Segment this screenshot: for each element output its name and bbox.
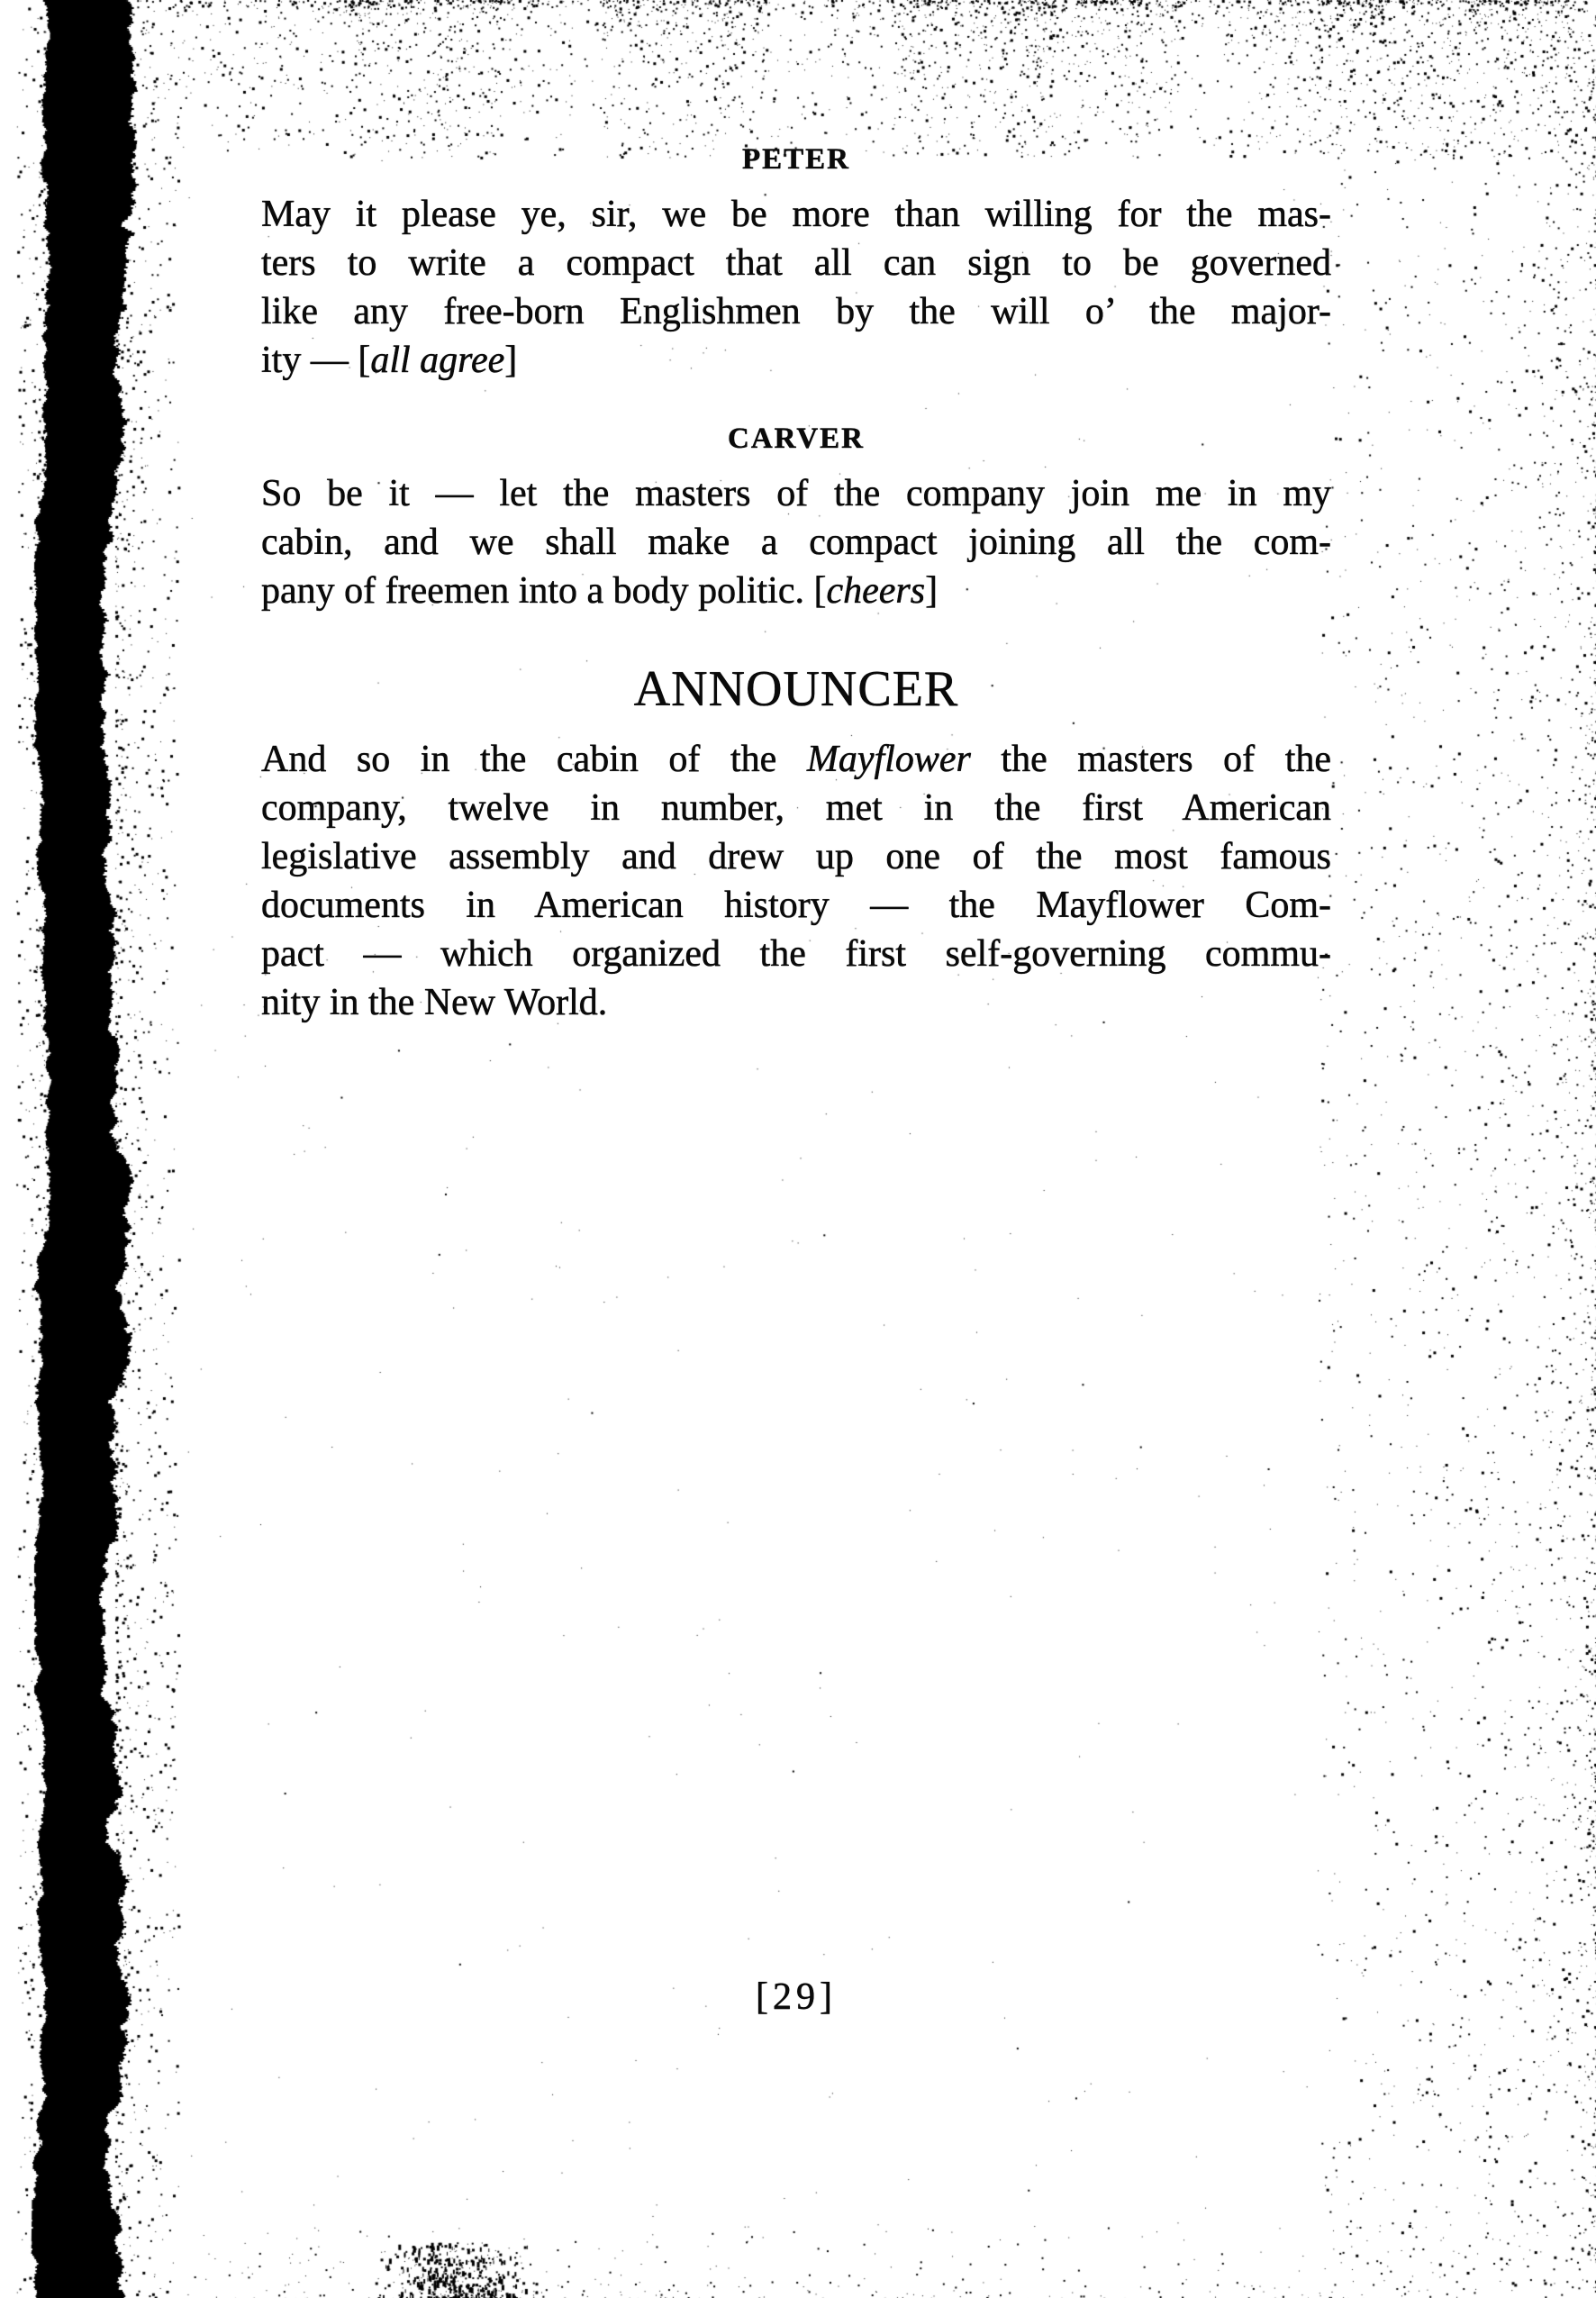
speaker-heading: PETER — [741, 143, 851, 176]
text-segment: ] — [925, 570, 939, 612]
italic-text-segment: Mayflower — [806, 739, 971, 780]
text-segment: nity in the New World. — [261, 982, 608, 1023]
page-number-text: [29] — [756, 1976, 837, 2018]
text-segment: pact — which organized the first self-governing commu- — [261, 933, 1331, 975]
italic-text-segment: all agree — [370, 340, 505, 381]
speaker-heading: CARVER — [727, 422, 865, 455]
text-segment: ] — [504, 340, 518, 381]
text-segment: So be it — let the masters of the company join me in my — [261, 473, 1331, 514]
text-segment: documents in American history — the Mayflower Com- — [261, 885, 1331, 926]
text-segment: May it please ye, sir, we be more than willing for the mas- — [261, 194, 1331, 235]
text-segment: And so in the cabin of the — [261, 739, 807, 780]
text-segment: like any free-born Englishmen by the will o’ the major- — [261, 291, 1331, 332]
text-line — [261, 735, 1331, 784]
text-segment: ity — [ — [261, 340, 371, 381]
text-line — [261, 239, 1331, 287]
text-line — [261, 469, 1331, 518]
text-line — [261, 930, 1331, 978]
text-segment: cabin, and we shall make a compact joining all the com- — [261, 522, 1331, 563]
text-segment: legislative assembly and drew up one of the most famous — [261, 836, 1331, 877]
page-number — [261, 1975, 1331, 2020]
text-line — [261, 978, 1331, 1027]
text-line — [261, 287, 1331, 336]
dialogue-paragraph — [261, 190, 1331, 385]
text-line — [261, 190, 1331, 239]
text-line — [261, 567, 1331, 615]
text-line — [261, 518, 1331, 567]
text-segment: pany of freemen into a body politic. [ — [261, 570, 827, 612]
text-segment: company, twelve in number, met in the first American — [261, 787, 1331, 829]
text-line — [261, 336, 1331, 385]
dialogue-paragraph — [261, 735, 1331, 1027]
text-column — [261, 0, 1331, 1027]
dialogue-paragraph — [261, 469, 1331, 615]
text-line — [261, 881, 1331, 930]
announcer-heading: ANNOUNCER — [633, 661, 959, 717]
text-line — [261, 784, 1331, 832]
text-segment: the masters of the — [970, 739, 1332, 780]
text-line — [261, 832, 1331, 881]
text-segment: ters to write a compact that all can sign to be governed — [261, 242, 1331, 284]
italic-text-segment: cheers — [826, 570, 926, 612]
